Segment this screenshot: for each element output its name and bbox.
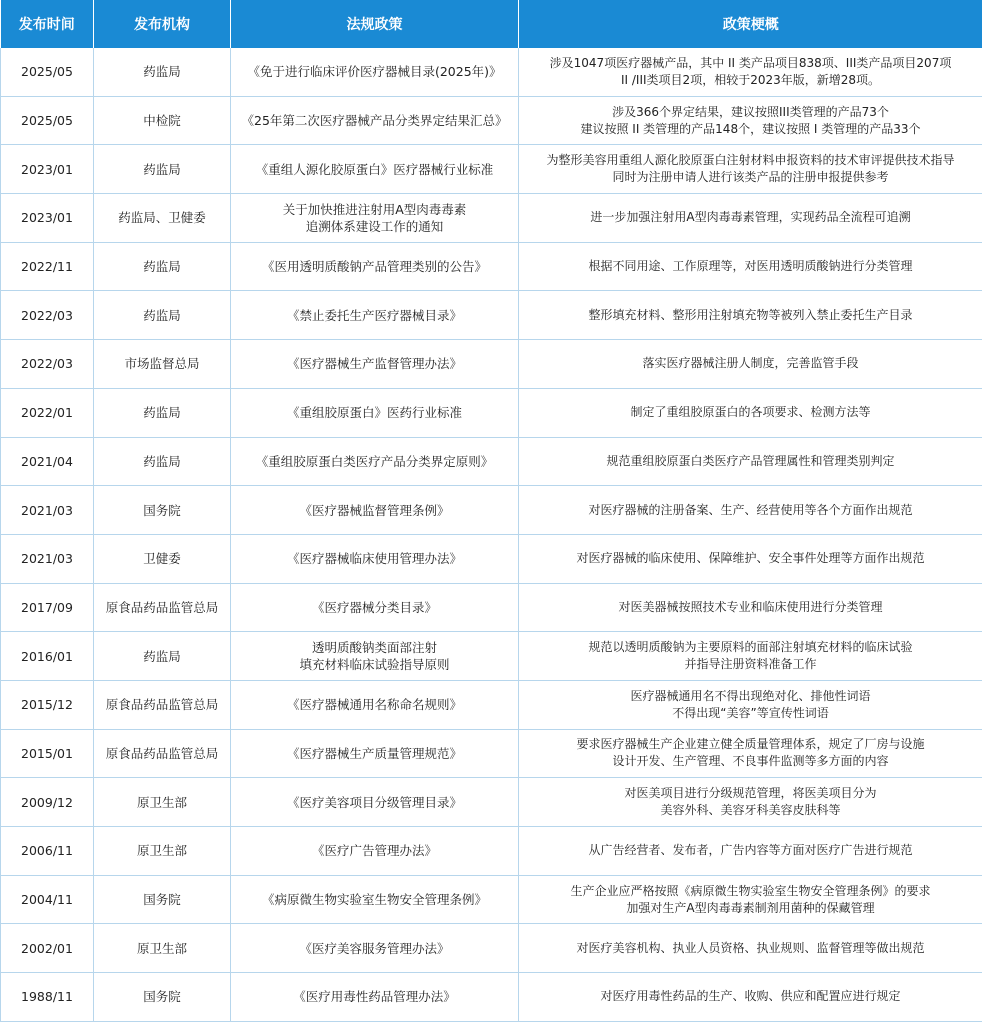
table-row xyxy=(1,48,982,96)
summary-cell: 对医疗器械的临床使用、保障维护、安全事件处理等方面作出规范 xyxy=(519,534,982,583)
summary-cell: 整形填充材料、整形用注射填充物等被列入禁止委托生产目录 xyxy=(519,291,982,340)
date-cell: 2021/04 xyxy=(1,437,94,486)
summary-cell: 规范以透明质酸钠为主要原料的面部注射填充材料的临床试验 并指导注册资料准备工作 xyxy=(519,632,982,681)
policy-cell: 《病原微生物实验室生物安全管理条例》 xyxy=(231,875,519,924)
agency-cell: 药监局 xyxy=(94,437,231,486)
date-cell: 1988/11 xyxy=(1,973,94,1022)
policy-cell: 《医疗器械生产监督管理办法》 xyxy=(231,340,519,389)
summary-cell: 要求医疗器械生产企业建立健全质量管理体系，规定了厂房与设施 设计开发、生产管理、不良事件监测等多方面的内容 xyxy=(519,729,982,778)
summary-cell: 对医美器械按照技术专业和临床使用进行分类管理 xyxy=(519,583,982,632)
table-row xyxy=(1,486,982,535)
summary-cell: 制定了重组胶原蛋白的各项要求、检测方法等 xyxy=(519,388,982,437)
policy-cell: 《医疗器械分类目录》 xyxy=(231,583,519,632)
table-row xyxy=(1,242,982,291)
agency-cell: 国务院 xyxy=(94,875,231,924)
summary-cell: 涉及366个界定结果，建议按照III类管理的产品73个 建议按照 II 类管理的产品148个，建议按照 I 类管理的产品33个 xyxy=(519,96,982,145)
table-row xyxy=(1,145,982,194)
table-body xyxy=(1,48,982,1021)
agency-cell: 国务院 xyxy=(94,973,231,1022)
policy-cell: 《医疗器械监督管理条例》 xyxy=(231,486,519,535)
table-row xyxy=(1,583,982,632)
agency-cell: 原食品药品监管总局 xyxy=(94,729,231,778)
agency-cell: 药监局 xyxy=(94,48,231,96)
table-row xyxy=(1,194,982,243)
summary-cell: 规范重组胶原蛋白类医疗产品管理属性和管理类别判定 xyxy=(519,437,982,486)
date-cell: 2023/01 xyxy=(1,145,94,194)
header-date: 发布时间 xyxy=(1,0,94,48)
table-row xyxy=(1,924,982,973)
date-cell: 2021/03 xyxy=(1,486,94,535)
policy-cell: 《医疗器械临床使用管理办法》 xyxy=(231,534,519,583)
header-summary: 政策梗概 xyxy=(519,0,982,48)
table-row xyxy=(1,388,982,437)
agency-cell: 药监局 xyxy=(94,632,231,681)
agency-cell: 原卫生部 xyxy=(94,778,231,827)
policy-cell: 《医疗器械生产质量管理规范》 xyxy=(231,729,519,778)
policy-cell: 《医疗器械通用名称命名规则》 xyxy=(231,680,519,729)
date-cell: 2022/03 xyxy=(1,291,94,340)
agency-cell: 药监局 xyxy=(94,291,231,340)
date-cell: 2022/11 xyxy=(1,242,94,291)
date-cell: 2015/01 xyxy=(1,729,94,778)
policy-cell: 《医疗广告管理办法》 xyxy=(231,827,519,876)
table-row xyxy=(1,291,982,340)
agency-cell: 市场监督总局 xyxy=(94,340,231,389)
table-row xyxy=(1,340,982,389)
date-cell: 2025/05 xyxy=(1,96,94,145)
summary-cell: 对医疗器械的注册备案、生产、经营使用等各个方面作出规范 xyxy=(519,486,982,535)
table-row xyxy=(1,680,982,729)
agency-cell: 药监局 xyxy=(94,145,231,194)
agency-cell: 原食品药品监管总局 xyxy=(94,583,231,632)
header-agency: 发布机构 xyxy=(94,0,231,48)
summary-cell: 对医疗美容机构、执业人员资格、执业规则、监督管理等做出规范 xyxy=(519,924,982,973)
agency-cell: 药监局 xyxy=(94,388,231,437)
table-row xyxy=(1,875,982,924)
policy-cell: 《重组胶原蛋白》医药行业标准 xyxy=(231,388,519,437)
agency-cell: 中检院 xyxy=(94,96,231,145)
policy-cell: 《免于进行临床评价医疗器械目录(2025年)》 xyxy=(231,48,519,96)
summary-cell: 生产企业应严格按照《病原微生物实验室生物安全管理条例》的要求 加强对生产A型肉毒毒素制剂用菌种的保藏管理 xyxy=(519,875,982,924)
agency-cell: 原食品药品监管总局 xyxy=(94,680,231,729)
summary-cell: 从广告经营者、发布者，广告内容等方面对医疗广告进行规范 xyxy=(519,827,982,876)
table-row xyxy=(1,973,982,1022)
table-row xyxy=(1,534,982,583)
table-row xyxy=(1,632,982,681)
policy-cell: 《医疗用毒性药品管理办法》 xyxy=(231,973,519,1022)
date-cell: 2017/09 xyxy=(1,583,94,632)
date-cell: 2002/01 xyxy=(1,924,94,973)
date-cell: 2004/11 xyxy=(1,875,94,924)
policy-cell: 《医疗美容项目分级管理目录》 xyxy=(231,778,519,827)
table-row xyxy=(1,778,982,827)
agency-cell: 卫健委 xyxy=(94,534,231,583)
date-cell: 2022/01 xyxy=(1,388,94,437)
summary-cell: 进一步加强注射用A型肉毒毒素管理，实现药品全流程可追溯 xyxy=(519,194,982,243)
summary-cell: 根据不同用途、工作原理等，对医用透明质酸钠进行分类管理 xyxy=(519,242,982,291)
summary-cell: 为整形美容用重组人源化胶原蛋白注射材料申报资料的技术审评提供技术指导 同时为注册申请人进行该类产品的注册申报提供参考 xyxy=(519,145,982,194)
agency-cell: 药监局、卫健委 xyxy=(94,194,231,243)
date-cell: 2021/03 xyxy=(1,534,94,583)
date-cell: 2025/05 xyxy=(1,48,94,96)
table-row xyxy=(1,437,982,486)
summary-cell: 对医疗用毒性药品的生产、收购、供应和配置应进行规定 xyxy=(519,973,982,1022)
table-row xyxy=(1,96,982,145)
policy-cell: 《重组人源化胶原蛋白》医疗器械行业标准 xyxy=(231,145,519,194)
date-cell: 2016/01 xyxy=(1,632,94,681)
policy-cell: 《25年第二次医疗器械产品分类界定结果汇总》 xyxy=(231,96,519,145)
date-cell: 2023/01 xyxy=(1,194,94,243)
summary-cell: 落实医疗器械注册人制度，完善监管手段 xyxy=(519,340,982,389)
policy-cell: 关于加快推进注射用A型肉毒毒素 追溯体系建设工作的通知 xyxy=(231,194,519,243)
date-cell: 2009/12 xyxy=(1,778,94,827)
policy-cell: 《重组胶原蛋白类医疗产品分类界定原则》 xyxy=(231,437,519,486)
agency-cell: 原卫生部 xyxy=(94,924,231,973)
table-row xyxy=(1,827,982,876)
table-row xyxy=(1,729,982,778)
policy-cell: 《医疗美容服务管理办法》 xyxy=(231,924,519,973)
summary-cell: 涉及1047项医疗器械产品，其中 II 类产品项目838项、III类产品项目207项 II /III类项目2项，相较于2023年版，新增28项。 xyxy=(519,48,982,96)
agency-cell: 原卫生部 xyxy=(94,827,231,876)
policy-cell: 《医用透明质酸钠产品管理类别的公告》 xyxy=(231,242,519,291)
date-cell: 2022/03 xyxy=(1,340,94,389)
summary-cell: 医疗器械通用名不得出现绝对化、排他性词语 不得出现“美容”等宣传性词语 xyxy=(519,680,982,729)
policy-cell: 《禁止委托生产医疗器械目录》 xyxy=(231,291,519,340)
agency-cell: 国务院 xyxy=(94,486,231,535)
agency-cell: 药监局 xyxy=(94,242,231,291)
table-header xyxy=(1,0,982,48)
header-policy: 法规政策 xyxy=(231,0,519,48)
date-cell: 2006/11 xyxy=(1,827,94,876)
policy-cell: 透明质酸钠类面部注射 填充材料临床试验指导原则 xyxy=(231,632,519,681)
date-cell: 2015/12 xyxy=(1,680,94,729)
summary-cell: 对医美项目进行分级规范管理，将医美项目分为 美容外科、美容牙科美容皮肤科等 xyxy=(519,778,982,827)
